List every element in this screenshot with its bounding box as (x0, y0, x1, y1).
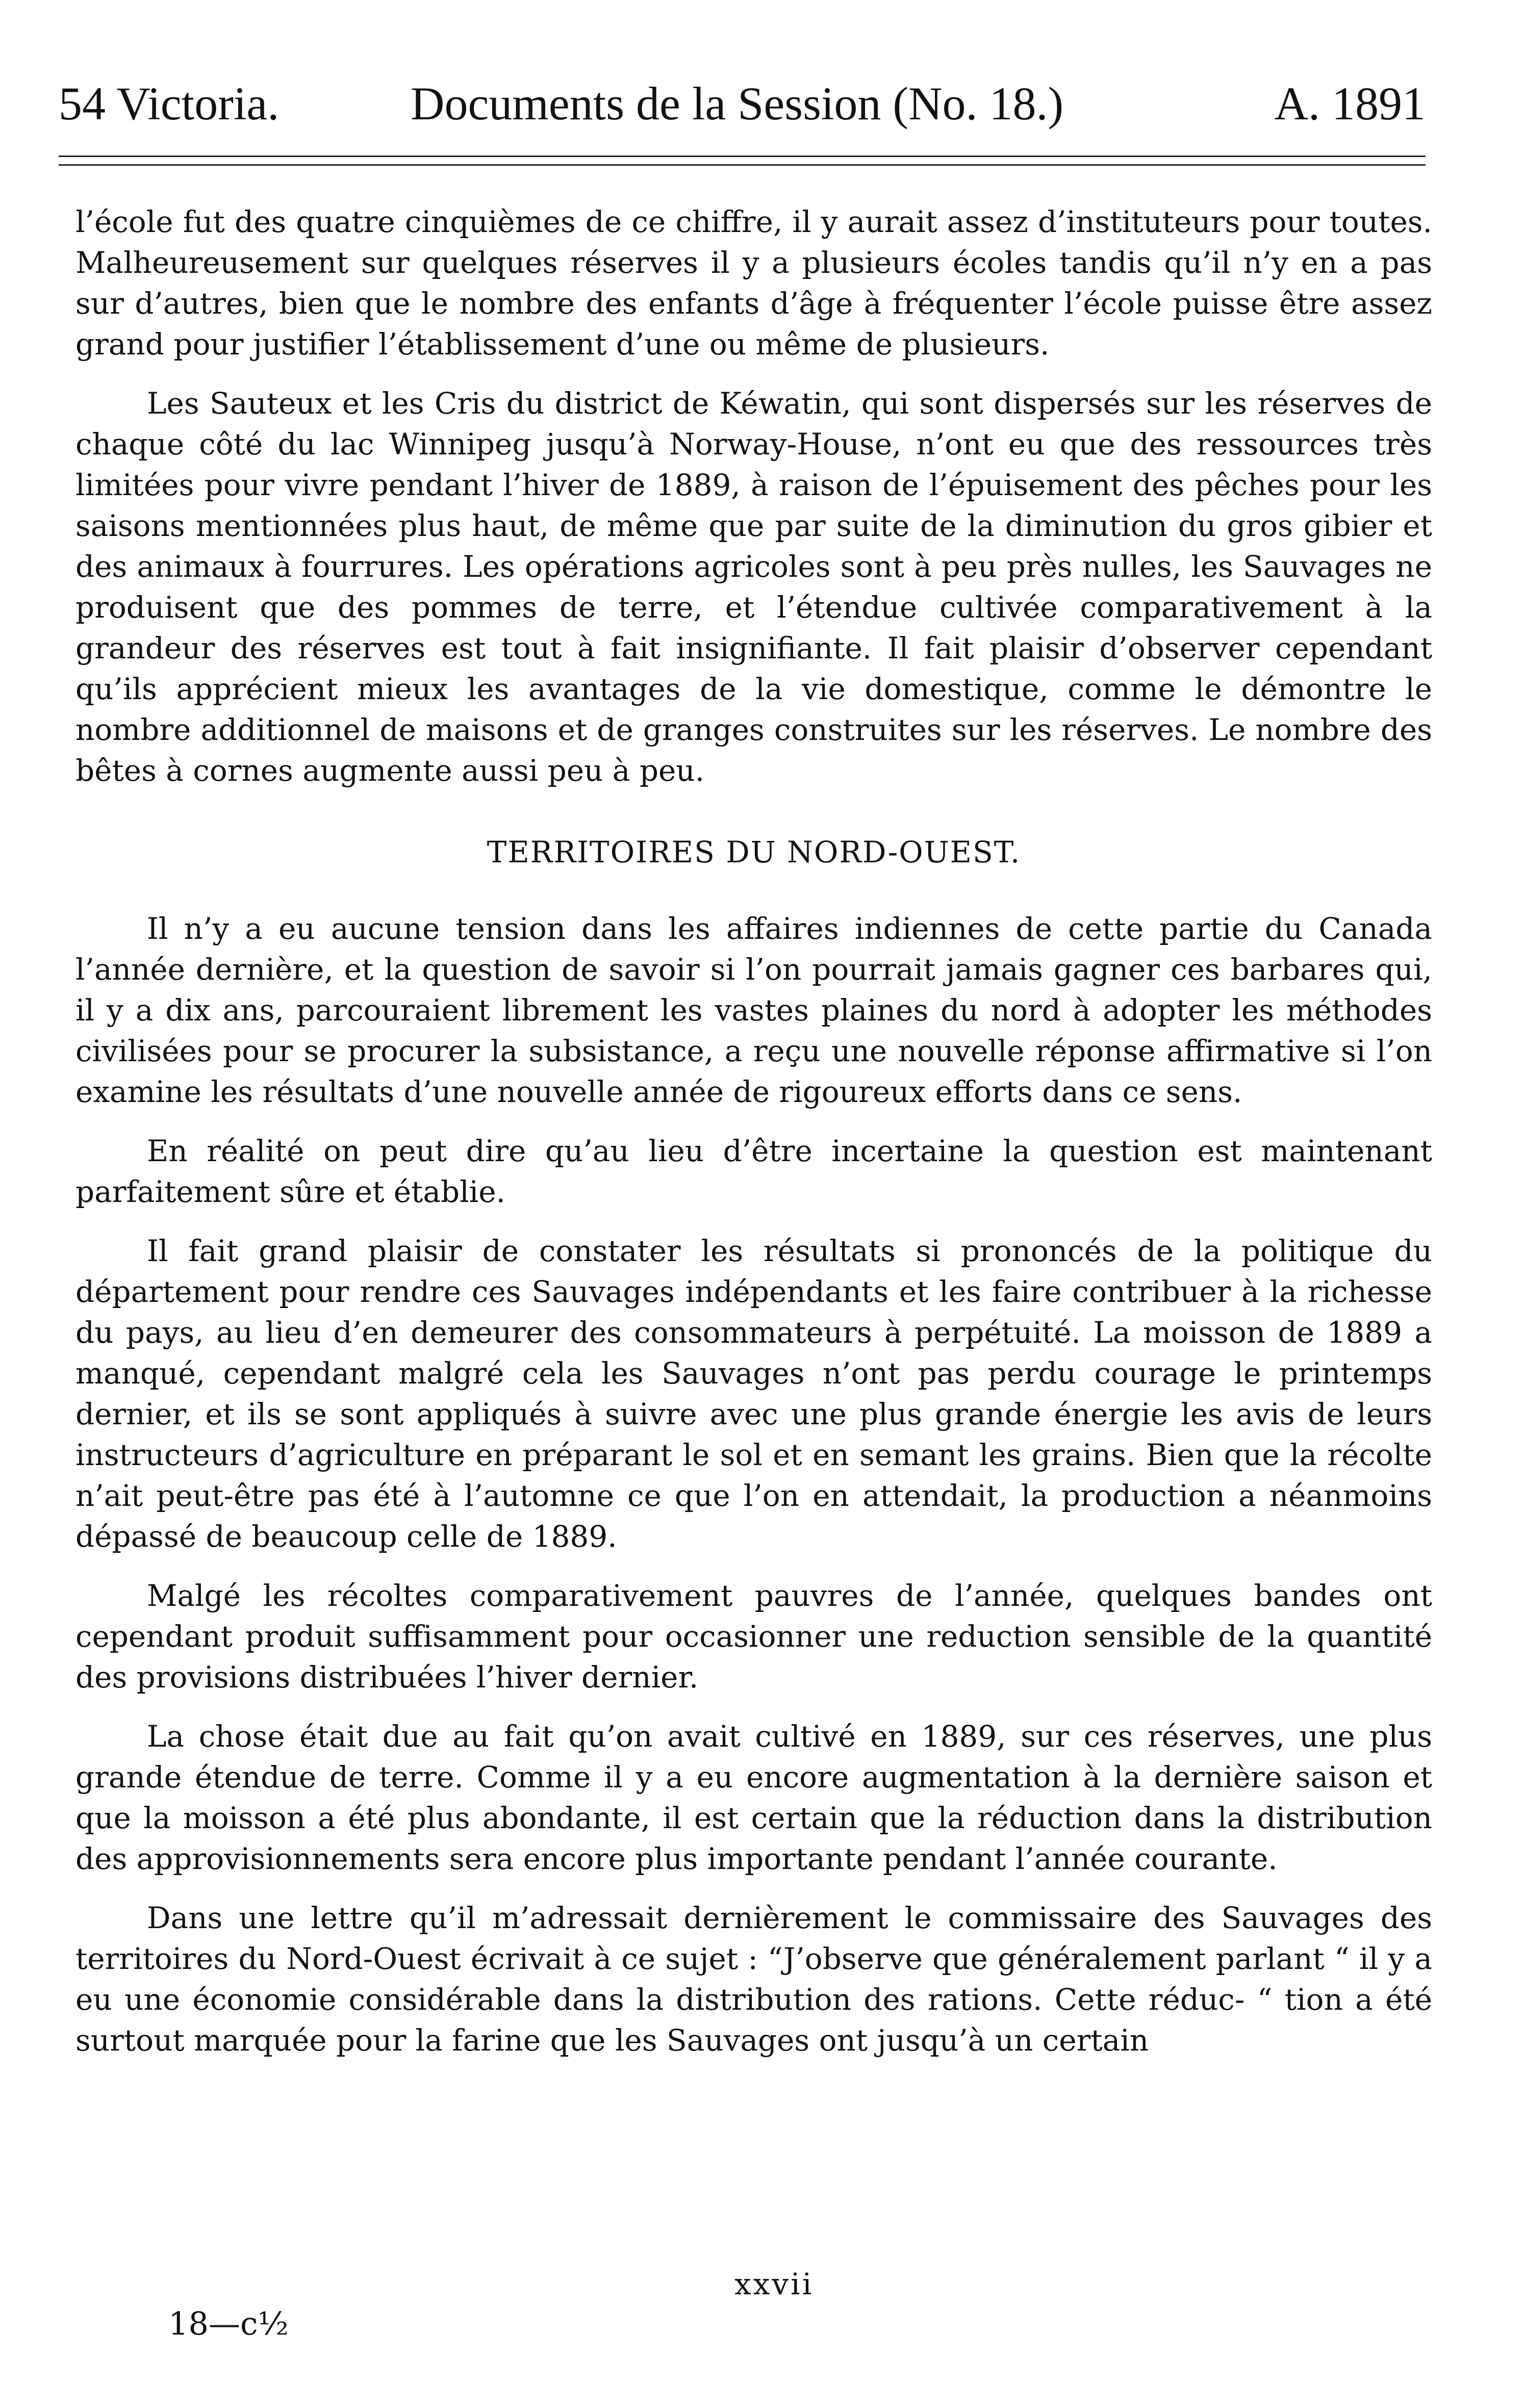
paragraph: En réalité on peut dire qu’au lieu d’être incertaine la question est maintenant parfaitement sûre et établie. (75, 1134, 1432, 1209)
signature-mark: 18—c½ (168, 2305, 289, 2342)
section-heading: TERRITOIRES DU NORD-OUEST. (487, 835, 1021, 869)
body-text (75, 201, 1432, 2079)
paragraph: Il n’y a eu aucune tension dans les affaires indiennes de cette partie du Canada l’année dernière, et la question de savoir si l’on pourrait jamais gagner ces barbares qui, il y a dix ans, parcouraient librement les vastes plaines du nord à adopter les méthodes civilisées pour se procurer la subsistance, a reçu une nouvelle réponse affirmative si l’on examine les résultats d’une nouvelle année de rigoureux efforts dans ce sens. (75, 911, 1432, 1109)
header-volume: 54 Victoria. (59, 78, 280, 130)
paragraph: Les Sauteux et les Cris du district de Kéwatin, qui sont dispersés sur les réserves de chaque côté du lac Winnipeg jusqu’à Norway-House, n’ont eu que des ressources très limitées pour vivre pendant l’hiver de 1889, à raison de l’épuisement des pêches pour les saisons mentionnées plus haut, de même que par suite de la diminution du gros gibier et des animaux à fourrures. Les opérations agricoles sont à peu près nulles, les Sauvages ne produisent que des pommes de terre, et l’étendue cultivée comparativement à la grandeur des réserves est tout à fait insignifiante. Il fait plaisir d’observer cependant qu’ils apprécient mieux les avantages de la vie domestique, comme le démontre le nombre additionnel de maisons et de granges construites sur les réserves. Le nombre des bêtes à cornes augmente aussi peu à peu. (75, 386, 1432, 788)
paragraph: l’école fut des quatre cinquièmes de ce chiffre, il y aurait assez d’instituteurs pour toutes. Malheureusement sur quelques réserves il y a plusieurs écoles tandis qu’il n’y en a pas sur d’autres, bien que le nombre des enfants d’âge à fréquenter l’école puisse être assez grand pour justifier l’établissement d’une ou même de plusieurs. (75, 204, 1432, 362)
paragraph: La chose était due au fait qu’on avait cultivé en 1889, sur ces réserves, une plus grande étendue de terre. Comme il y a eu encore augmentation à la dernière saison et que la moisson a été plus abondante, il est certain que la réduction dans la distribution des approvisionnements sera encore plus importante pendant l’année courante. (75, 1719, 1432, 1876)
paragraph: Dans une lettre qu’il m’adressait dernièrement le commissaire des Sauvages des territoires du Nord-Ouest écrivait à ce sujet : “J’observe que généralement parlant “ il y a eu une économie considérable dans la distribution des rations. Cette réduc- “ tion a été surtout marquée pour la farine que les Sauvages ont jusqu’à un certain (75, 1901, 1432, 2058)
paragraph: Malgé les récoltes comparativement pauvres de l’année, quelques bandes ont cependant produit suffisamment pour occasionner une reduction sensible de la quantité des provisions distribuées l’hiver dernier. (75, 1578, 1432, 1695)
page-folio: xxvii (734, 2267, 814, 2301)
header-title: Documents de la Session (No. 18.) (411, 78, 1064, 130)
header-rule-bottom (59, 164, 1426, 166)
running-header (59, 76, 1426, 138)
header-rule-top (59, 156, 1426, 157)
paragraph: Il fait grand plaisir de constater les résultats si prononcés de la politique du département pour rendre ces Sauvages indépendants et les faire contribuer à la richesse du pays, au lieu d’en demeurer des consommateurs à perpétuité. La moisson de 1889 a manqué, cependant malgré cela les Sauvages n’ont pas perdu courage le printemps dernier, et ils se sont appliqués à suivre avec une plus grande énergie les avis de leurs instructeurs d’agriculture en préparant le sol et en semant les grains. Bien que la récolte n’ait peut-être pas été à l’automne ce que l’on en attendait, la production a néanmoins dépassé de beaucoup celle de 1889. (75, 1234, 1432, 1554)
header-year: A. 1891 (1274, 78, 1426, 130)
